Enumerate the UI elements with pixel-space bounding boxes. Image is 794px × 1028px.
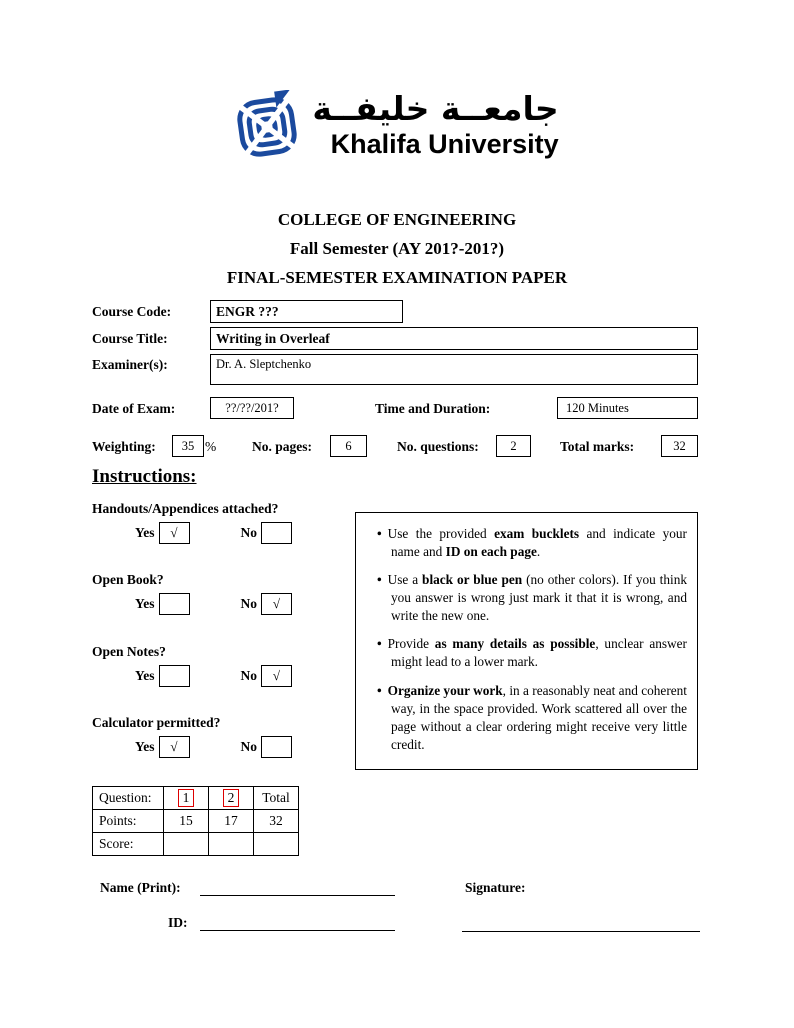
exam-instructions-box — [355, 512, 698, 770]
weighting-percent-sign: % — [205, 439, 217, 454]
yes-label: Yes — [135, 596, 155, 611]
check-question-label: Handouts/Appendices attached? — [92, 501, 279, 516]
exam-type-heading: FINAL-SEMESTER EXAMINATION PAPER — [226, 268, 568, 287]
college-heading: COLLEGE OF ENGINEERING — [277, 210, 517, 229]
total-marks-value: 32 — [673, 438, 686, 453]
no-label: No — [240, 739, 257, 754]
points-total: 32 — [254, 810, 299, 833]
no-questions-value: 2 — [510, 438, 517, 453]
time-duration-box — [557, 397, 698, 419]
check-section-calculator — [92, 715, 292, 758]
instruction-bullet: • Use the provided exam bucklets and indicate your name and ID on each page. — [377, 526, 687, 560]
examiners-box — [210, 354, 698, 385]
open-book-yes-checkbox — [159, 593, 190, 615]
document-headings — [0, 210, 794, 297]
check-section-open-book — [92, 572, 292, 615]
bullet-marker-icon: • — [377, 636, 382, 652]
no-pages-label: No. pages: — [252, 439, 312, 454]
date-of-exam-box — [210, 397, 294, 419]
question-row-label: Question: — [93, 787, 164, 810]
open-notes-no-checkbox: √ — [261, 665, 292, 687]
yes-label: Yes — [135, 525, 155, 540]
check-question-label: Open Book? — [92, 572, 164, 587]
bullet-marker-icon: • — [377, 572, 382, 588]
no-label: No — [240, 668, 257, 683]
instruction-bullet: • Organize your work, in a reasonably neat and coherent way, in the space provided. Work scattered all over the page without a clear ordering might receive very little credit. — [377, 682, 687, 752]
total-marks-box — [661, 435, 698, 457]
course-code-box — [210, 300, 403, 323]
open-notes-yes-checkbox — [159, 665, 190, 687]
score-total — [254, 833, 299, 856]
instruction-bullet: • Use a black or blue pen (no other colors). If you think you answer is wrong just mark it that it is wrong, and write the new one. — [377, 572, 687, 624]
check-question-label: Calculator permitted? — [92, 715, 221, 730]
no-pages-box — [330, 435, 367, 457]
points-q2: 17 — [209, 810, 254, 833]
course-title-value: Writing in Overleaf — [216, 330, 330, 346]
id-line — [200, 930, 395, 931]
weighting-label: Weighting: — [92, 439, 156, 454]
question-total-label: Total — [254, 787, 299, 810]
weighting-value: 35 — [181, 438, 195, 453]
university-logo — [0, 90, 794, 164]
instructions-bullets — [364, 525, 687, 754]
points-row-label: Points: — [93, 810, 164, 833]
logo-english-text: Khalifa University — [330, 128, 559, 159]
yes-label: Yes — [135, 739, 155, 754]
signature-label: Signature: — [465, 880, 526, 895]
check-section-open-notes — [92, 644, 292, 687]
yes-label: Yes — [135, 668, 155, 683]
id-label: ID: — [168, 915, 188, 930]
bullet-marker-icon: • — [377, 526, 382, 541]
khalifa-logo-icon — [235, 90, 299, 164]
time-duration-value: 120 Minutes — [566, 400, 629, 415]
instruction-bullet: • Provide as many details as possible, unclear answer might lead to a lower mark. — [377, 636, 687, 670]
handouts-yes-checkbox: √ — [159, 522, 190, 544]
question-2-link[interactable]: 2 — [223, 789, 240, 807]
course-title-box — [210, 327, 698, 350]
calculator-no-checkbox — [261, 736, 292, 758]
score-q1 — [164, 833, 209, 856]
bullet-marker-icon: • — [377, 682, 382, 698]
no-label: No — [240, 525, 257, 540]
no-pages-value: 6 — [345, 438, 352, 453]
time-duration-label: Time and Duration: — [375, 401, 491, 416]
table-row-points — [93, 810, 299, 833]
name-print-label: Name (Print): — [100, 880, 181, 895]
date-of-exam-label: Date of Exam: — [92, 401, 176, 416]
weighting-box — [172, 435, 204, 457]
date-of-exam-value: ??/??/201? — [225, 400, 279, 415]
examiners-value: Dr. A. Sleptchenko — [216, 357, 312, 371]
signature-line — [462, 931, 700, 932]
table-row-score — [93, 833, 299, 856]
open-book-no-checkbox: √ — [261, 593, 292, 615]
points-q1: 15 — [164, 810, 209, 833]
course-title-label: Course Title: — [92, 331, 168, 346]
name-print-line — [200, 895, 395, 896]
score-row-label: Score: — [93, 833, 164, 856]
course-code-value: ENGR ??? — [216, 303, 279, 319]
check-section-handouts — [92, 501, 292, 544]
course-code-label: Course Code: — [92, 304, 172, 319]
table-row-question — [93, 787, 299, 810]
logo-arabic-text: جامعــة خليفــة — [312, 89, 559, 128]
calculator-yes-checkbox: √ — [159, 736, 190, 758]
no-label: No — [240, 596, 257, 611]
score-q2 — [209, 833, 254, 856]
total-marks-label: Total marks: — [560, 439, 635, 454]
semester-heading: Fall Semester (AY 201?-201?) — [289, 239, 505, 258]
check-question-label: Open Notes? — [92, 644, 166, 659]
instructions-heading: Instructions: — [92, 466, 197, 487]
question-1-link[interactable]: 1 — [178, 789, 195, 807]
examiners-label: Examiner(s): — [92, 357, 168, 372]
no-questions-label: No. questions: — [397, 439, 479, 454]
marks-table — [92, 786, 299, 856]
no-questions-box — [496, 435, 531, 457]
handouts-no-checkbox — [261, 522, 292, 544]
